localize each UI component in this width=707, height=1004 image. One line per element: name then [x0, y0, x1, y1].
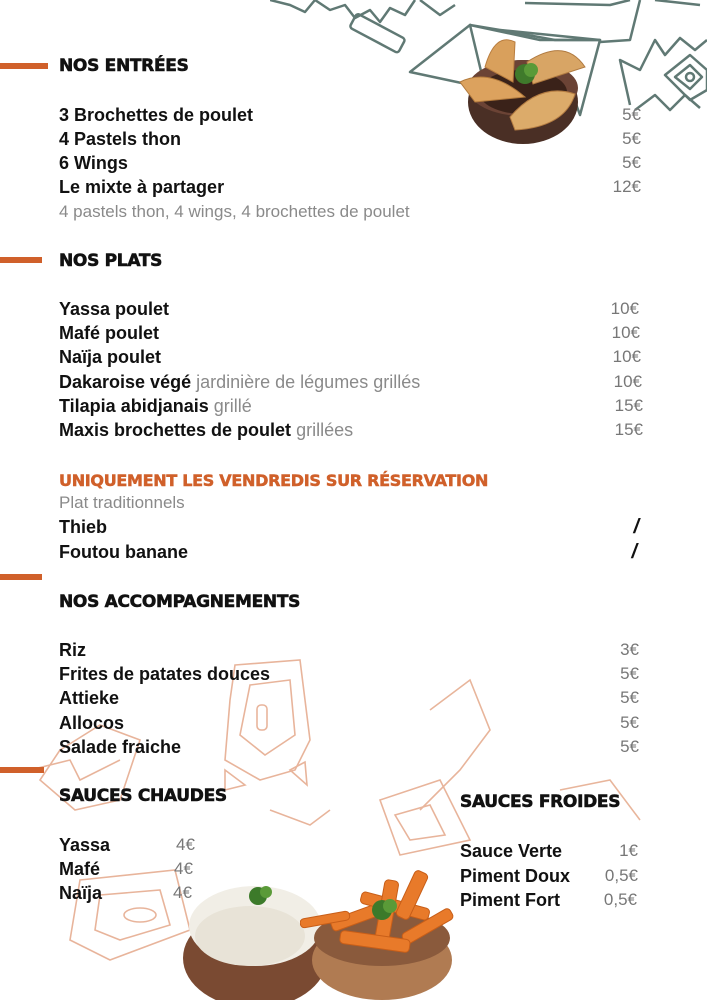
- menu-item: Naïja poulet: [59, 347, 162, 367]
- menu-item: 4 Pastels thon: [59, 129, 182, 149]
- menu-item: Yassa: [59, 835, 111, 855]
- section-accent-bar: [0, 257, 42, 263]
- menu-item-price: 10€: [613, 372, 642, 391]
- section-title-accompagnements: NOS ACCOMPAGNEMENTS: [59, 592, 301, 612]
- menu-item-price: 5€: [622, 153, 641, 172]
- menu-item-price: 5€: [620, 737, 639, 756]
- menu-item: Dakaroise végé jardinière de légumes grillés: [59, 372, 421, 392]
- menu-item-price: 12€: [612, 177, 641, 196]
- menu-item: Mafé poulet: [59, 323, 160, 343]
- section-title-friday-special: UNIQUEMENT LES VENDREDIS SUR RÉSERVATION: [59, 471, 489, 490]
- menu-item: Le mixte à partager: [59, 177, 225, 197]
- menu-item-price: 4€: [173, 883, 192, 902]
- menu-item-price: /: [631, 541, 637, 563]
- menu-item-price: 4€: [174, 859, 193, 878]
- section-accent-bar: [0, 63, 48, 69]
- menu-item: Attieke: [59, 688, 120, 708]
- menu-item-price: 5€: [620, 688, 639, 707]
- menu-item-description: 4 pastels thon, 4 wings, 4 brochettes de poulet: [59, 202, 410, 221]
- menu-item-price: 0,5€: [603, 890, 637, 909]
- menu-item-price: 4€: [176, 835, 195, 854]
- pastels-bowl-image: [455, 22, 590, 147]
- menu-item: Piment Fort: [460, 890, 561, 910]
- menu-item-price: 5€: [620, 664, 639, 683]
- menu-item: Yassa poulet: [59, 299, 170, 319]
- menu-item-price: 5€: [622, 105, 641, 124]
- menu-item: Naïja: [59, 883, 103, 903]
- section-title-entrees: NOS ENTRÉES: [59, 56, 189, 76]
- menu-item-price: /: [633, 516, 639, 538]
- menu-item: Piment Doux: [460, 866, 571, 886]
- fries-bowl-image: [300, 860, 460, 1000]
- section-subtitle: Plat traditionnels: [59, 493, 185, 512]
- menu-item-price: 10€: [611, 323, 640, 342]
- menu-item: Foutou banane: [59, 542, 188, 562]
- menu-item-price: 5€: [620, 713, 639, 732]
- menu-item-price: 3€: [620, 640, 639, 659]
- menu-item: 6 Wings: [59, 153, 128, 173]
- menu-item: 3 Brochettes de poulet: [59, 105, 254, 125]
- menu-item: Maxis brochettes de poulet grillées: [59, 420, 354, 440]
- menu-item: Thieb: [59, 517, 107, 537]
- section-title-sauces-froides: SAUCES FROIDES: [460, 792, 621, 812]
- section-accent-bar: [0, 767, 44, 773]
- section-title-sauces-chaudes: SAUCES CHAUDES: [59, 786, 227, 806]
- menu-item-price: 1€: [619, 841, 638, 860]
- menu-item-price: 5€: [622, 129, 641, 148]
- menu-item-price: 10€: [612, 347, 641, 366]
- menu-item: Riz: [59, 640, 86, 660]
- menu-item: Mafé: [59, 859, 101, 879]
- menu-item-price: 15€: [614, 396, 643, 415]
- menu-item: Tilapia abidjanais grillé: [59, 396, 252, 416]
- menu-item-price: 0,5€: [604, 866, 638, 885]
- menu-item-price: 10€: [610, 299, 639, 318]
- section-accent-bar: [0, 574, 42, 580]
- section-title-plats: NOS PLATS: [59, 251, 163, 271]
- menu-item: Sauce Verte: [460, 841, 563, 861]
- menu-item: Allocos: [59, 713, 125, 733]
- menu-item: Salade fraiche: [59, 737, 182, 757]
- menu-item-price: 15€: [614, 420, 643, 439]
- menu-item: Frites de patates douces: [59, 664, 271, 684]
